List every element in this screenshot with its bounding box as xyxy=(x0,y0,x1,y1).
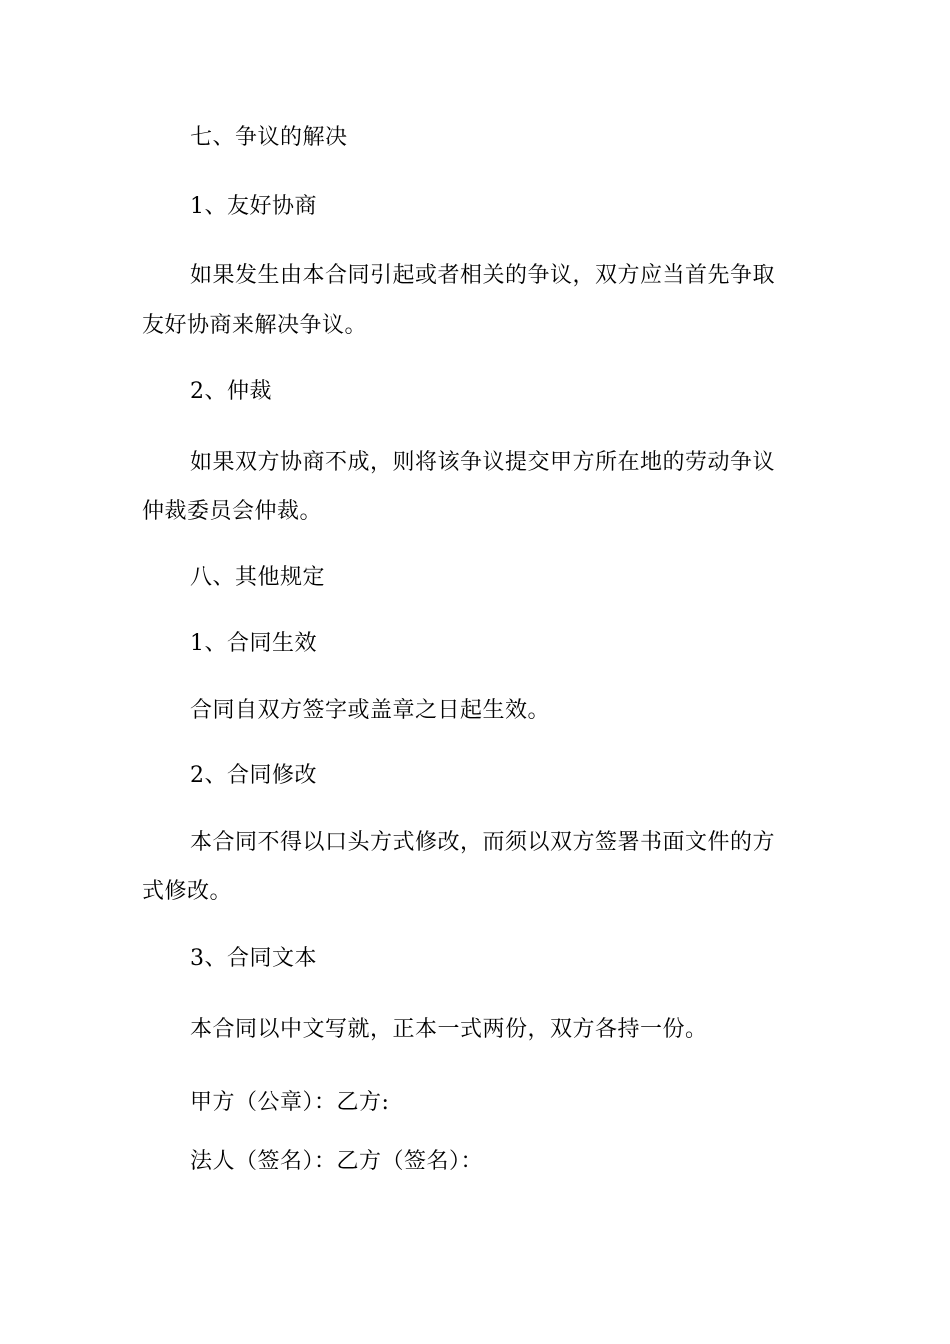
paragraph-line: 合同自双方签字或盖章之日起生效。 xyxy=(190,698,551,723)
paragraph-line: 如果双方协商不成，则将该争议提交甲方所在地的劳动争议 xyxy=(190,450,776,475)
signature-line-party-a-seal: 甲方（公章）：乙方: xyxy=(190,1090,390,1115)
paragraph-line: 如果发生由本合同引起或者相关的争议，双方应当首先争取 xyxy=(190,263,776,288)
section-heading-dispute-resolution: 七、争议的解决 xyxy=(190,125,348,150)
section-heading-other-provisions: 八、其他规定 xyxy=(190,565,326,590)
subheading-friendly-negotiation: 1、友好协商 xyxy=(190,194,317,219)
subheading-contract-modification: 2、合同修改 xyxy=(190,763,317,788)
paragraph-line: 本合同以中文写就，正本一式两份，双方各持一份。 xyxy=(190,1017,708,1042)
paragraph-line: 式修改。 xyxy=(142,879,233,904)
paragraph-line: 友好协商来解决争议。 xyxy=(142,313,368,338)
paragraph-line: 仲裁委员会仲裁。 xyxy=(142,499,323,524)
subheading-contract-effective: 1、合同生效 xyxy=(190,631,317,656)
signature-line-legal-representative: 法人（签名）：乙方（签名）： xyxy=(190,1149,484,1174)
subheading-arbitration: 2、仲裁 xyxy=(190,379,272,404)
subheading-contract-text: 3、合同文本 xyxy=(190,946,317,971)
paragraph-line: 本合同不得以口头方式修改，而须以双方签署书面文件的方 xyxy=(190,830,776,855)
